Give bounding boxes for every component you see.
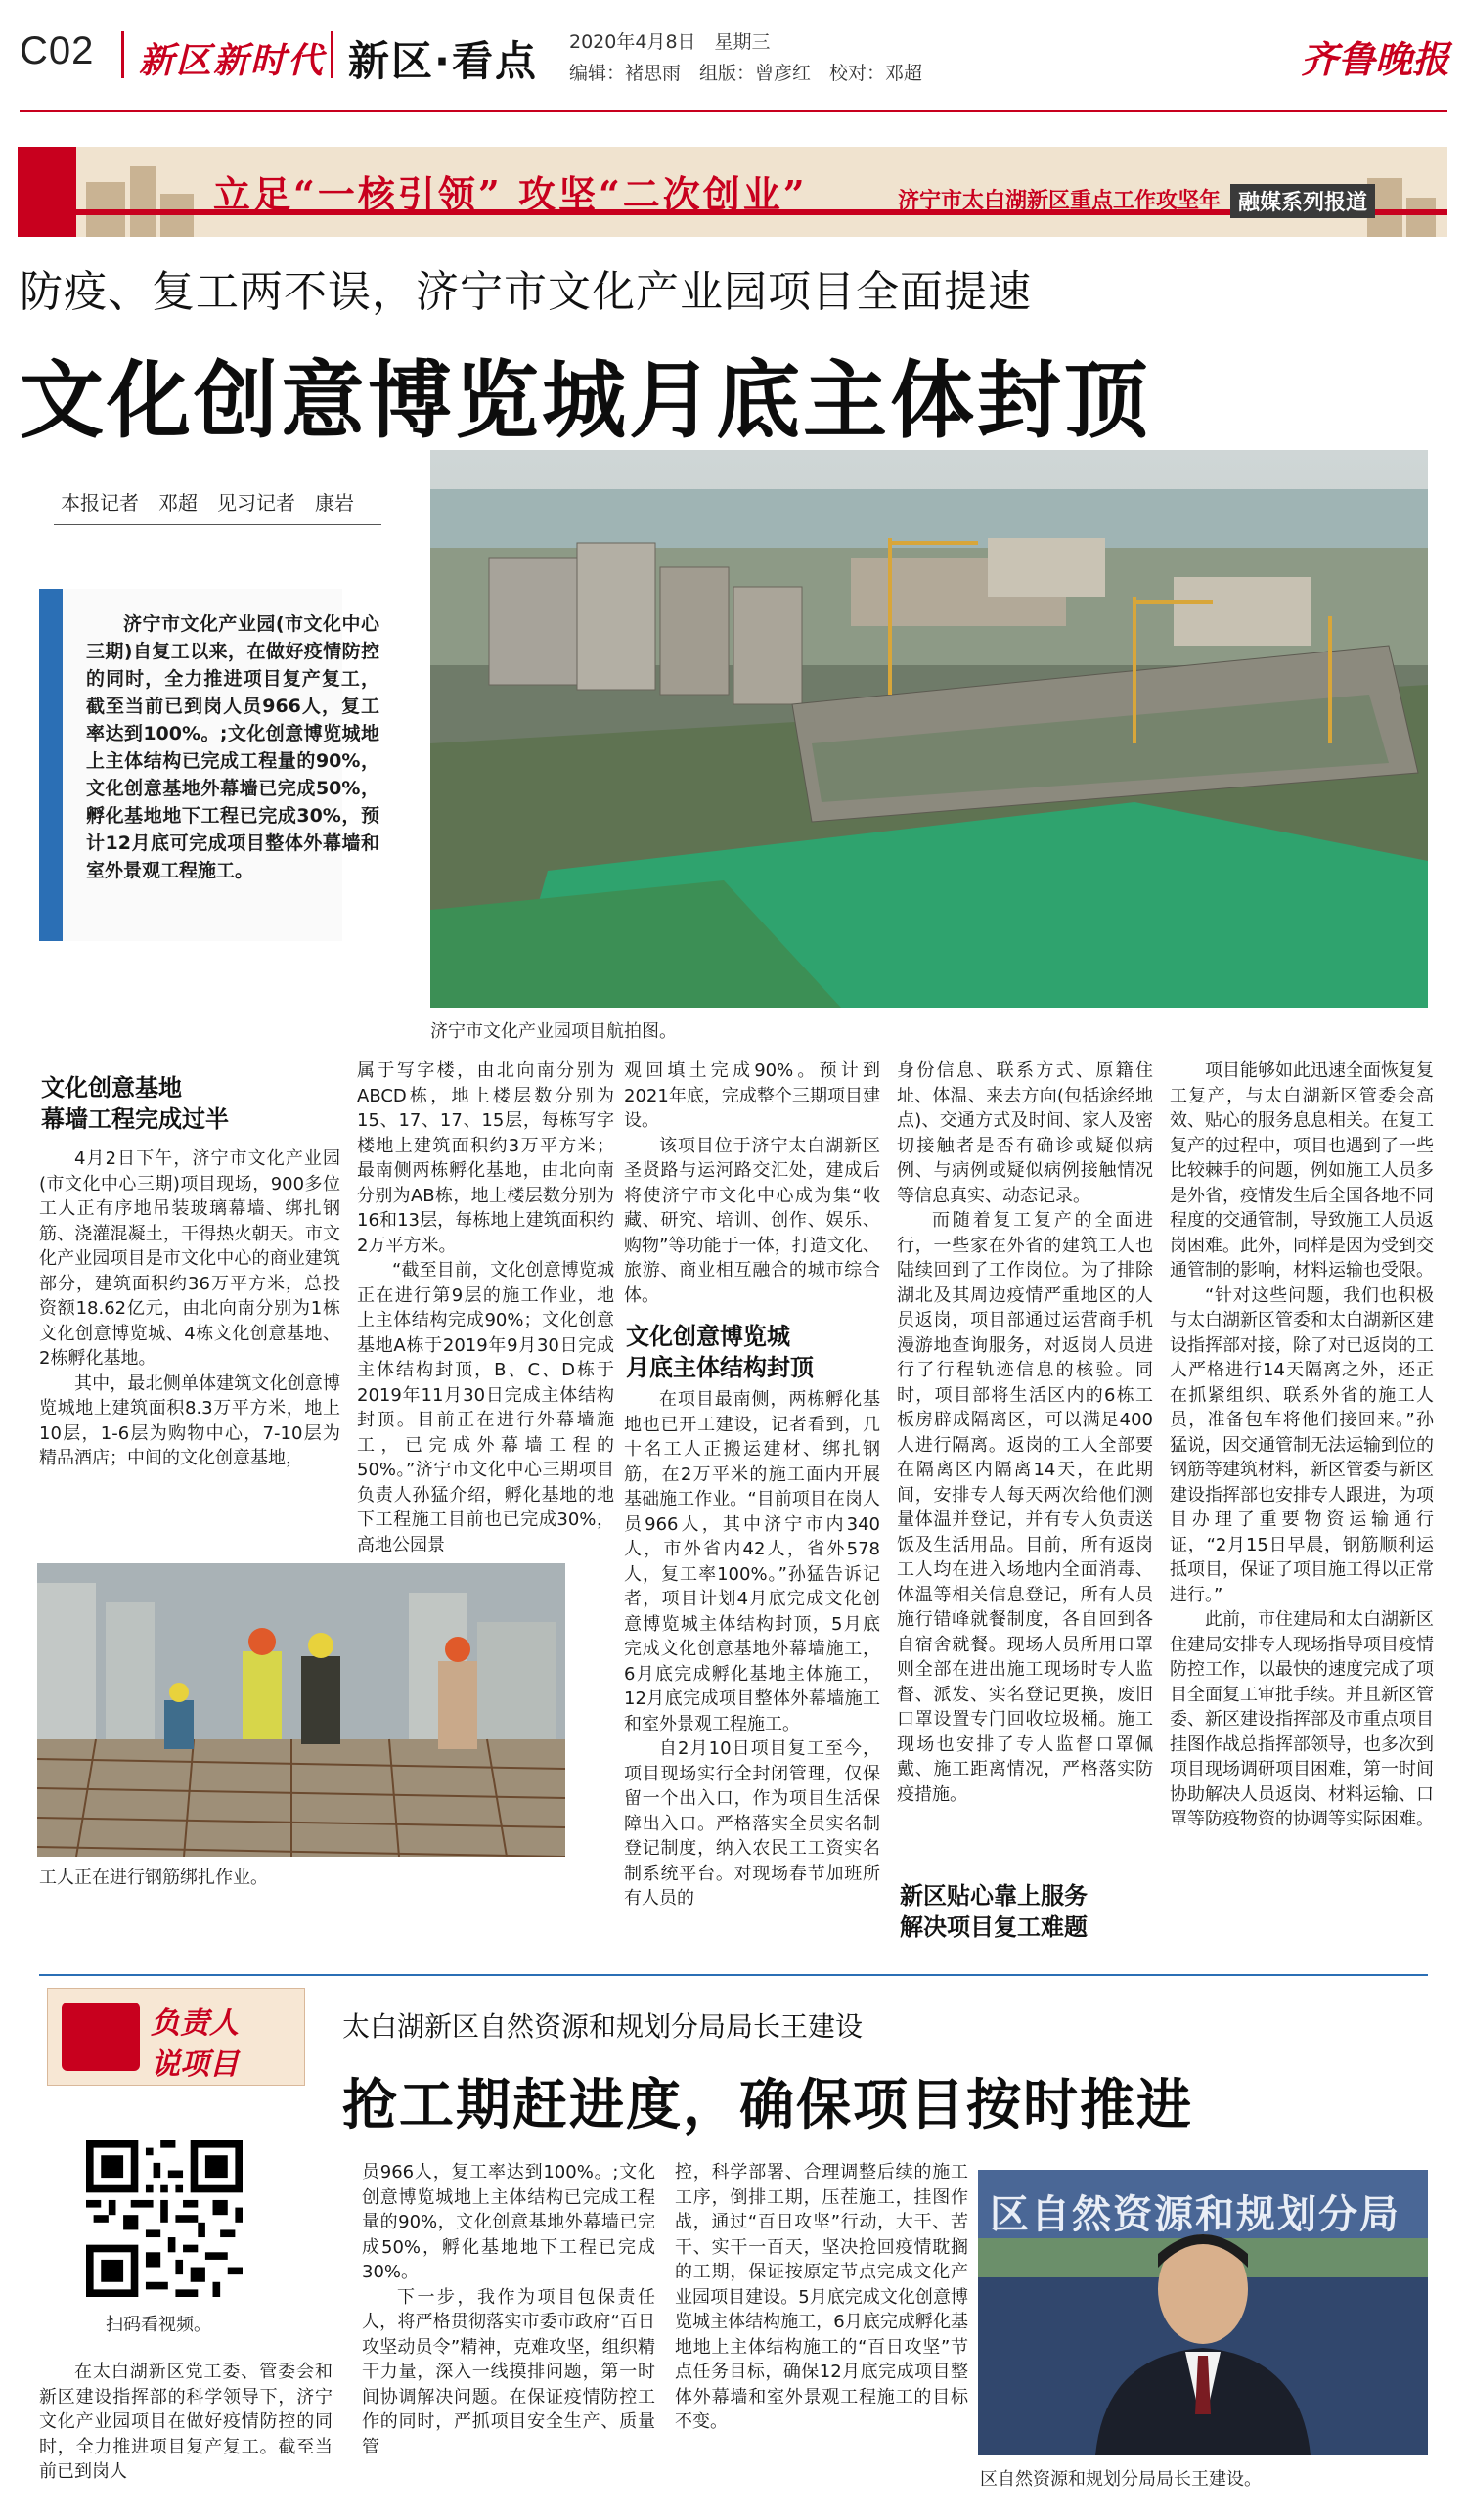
official-portrait-photo [978, 2170, 1428, 2455]
paragraph: 自2月10日项目复工至今，项目现场实行全封闭管理，仅保留一个出入口，作为项目生活保障出入口。严格落实全员实名制登记制度，纳入农民工工资实名制系统平台。对现场春节加班所有人员的 [624, 1738, 880, 1909]
qr-code[interactable] [86, 2140, 243, 2297]
qr-code-icon [86, 2140, 243, 2297]
subheading-3-text: 新区贴心靠上服务 解决项目复工难题 [900, 1882, 1088, 1941]
banner-skyline [160, 194, 194, 237]
banner-slogan: 立足“一核引领” 攻坚“二次创业” [213, 172, 808, 216]
paragraph: 身份信息、联系方式、原籍住址、体温、来去方向(包括途经地点)、交通方式及时间、家人及密切接触者是否有确诊或疑似病例、与病例或疑似病例接触情况等信息真实、动态记录。 [897, 1060, 1153, 1206]
paragraph: 在项目最南侧，两栋孵化基地也已开工建设，记者看到，几十名工人正搬运建材、绑扎钢筋，在2万平米的施工面内开展基础施工作业。“目前项目在岗人员966人，其中济宁市内340人，市外省内42人，省外578人，复工率100%。”孙猛告诉记者，项目计划4月底完成文化创意博览城主体结构封顶，5月底完成文化创意基地外幕墙施工，6月底完成孵化基地主体施工，12月底完成项目整体外幕墙施工和室外景观工程施工。 [624, 1389, 880, 1734]
paragraph: 观回填土完成90%。预计到2021年底，完成整个三期项目建设。 [624, 1060, 880, 1131]
second-article-column-1 [39, 2360, 333, 2485]
second-article-column-2 [362, 2160, 655, 2459]
badge-icon [62, 2002, 140, 2071]
banner-skyline [1406, 198, 1436, 237]
masthead-divider [121, 31, 124, 78]
paragraph: 而随着复工复产的全面进行，一些家在外省的建筑工人也陆续回到了工作岗位。为了排除湖北及其周边疫情严重地区的人员返岗，项目部通过运营商手机漫游地查询服务，对返岗人员进行了行程轨迹信息的核验。同时，项目部将生活区内的6栋工板房辟成隔离区，可以满足400人进行隔离。返岗的工人全部要在隔离区内隔离14天，在此期间，安排专人每天两次给他们测量体温并登记，并有专人负责送饭及生活用品。目前，所有返岗工人均在进入场地内全面消毒、体温等相关信息登记，所有人员施行错峰就餐制度，各自回到各自宿舍就餐。现场人员所用口罩则全部在进出施工现场时专人监督、派发、实名登记更换，废旧口罩设置专门回收垃圾桶。施工现场也安排了专人监督口罩佩戴、施工距离情况，严格落实防疫措施。 [897, 1210, 1153, 1805]
badge-line-1: 负责人 [151, 2006, 239, 2041]
column-5 [1170, 1058, 1434, 1832]
paragraph: 控，科学部署、合理调整后续的施工工序，倒排工期，压茬施工，挂图作战，通过“百日攻坚”行动，大干、苦干、实干一百天，坚决抢回疫情耽搁的工期，保证按原定节点完成文化产业园项目建设。5月底完成文化创意博览城主体结构施工，6月底完成孵化基地地上主体结构施工的“百日攻坚”节点任务目标，确保12月底完成项目整体外幕墙和室外景观工程施工的目标不变。 [675, 2162, 968, 2432]
second-article-column-3 [675, 2160, 968, 2435]
column-4 [897, 1058, 1153, 1807]
column-3-top [624, 1058, 880, 1308]
paragraph: “针对这些问题，我们也积极与太白湖新区管委和太白湖新区建设指挥部对接，除了对已返岗的工人严格进行14天隔离之外，还正在抓紧组织、联系外省的施工人员，准备包车将他们接回来。”孙猛说，因交通管制无法运输到位的钢筋等建筑材料，新区管委与新区建设指挥部也安排专人跟进，为项目办理了重要物资运输通行证，“2月15日早晨，钢筋顺利运抵项目，保证了项目施工得以正常进行。” [1170, 1284, 1434, 1605]
subheading-2 [626, 1321, 882, 1383]
page-number: C02 [20, 29, 95, 72]
paragraph: 其中，最北侧单体建筑文化创意博览城地上建筑面积8.3万平方米，地上10层，1-6层为购物中心，7-10层为精品酒店；中间的文化创意基地， [39, 1372, 340, 1468]
column-3 [624, 1387, 880, 1912]
masthead [0, 0, 1467, 132]
second-article-headline: 抢工期赶进度，确保项目按时推进 [342, 2073, 1193, 2138]
portrait-caption: 区自然资源和规划分局局长王建设。 [980, 2469, 1262, 2490]
byline-rule [54, 524, 381, 525]
column-1 [39, 1147, 340, 1471]
workers-photo [37, 1563, 565, 1857]
column-2 [357, 1058, 614, 1557]
byline: 本报记者 邓超 见习记者 康岩 [61, 491, 354, 515]
banner-red-block [18, 147, 76, 237]
subheading-1 [41, 1072, 334, 1135]
banner-skyline [130, 166, 156, 237]
article-kicker: 防疫、复工两不误，济宁市文化产业园项目全面提速 [20, 267, 1032, 317]
article-headline: 文化创意博览城月底主体封顶 [20, 351, 1151, 450]
summary-accent-bar [39, 589, 63, 941]
qr-caption: 扫码看视频。 [106, 2315, 211, 2335]
banner-subtitle: 济宁市太白湖新区重点工作攻坚年 [898, 189, 1222, 213]
paper-logo: 齐鲁晚报 [1301, 37, 1450, 81]
paragraph: 该项目位于济宁太白湖新区圣贤路与运河路交汇处，建成后将使济宁市文化中心成为集“收藏、研究、培训、创作、娱乐、购物”等功能于一体，打造文化、旅游、商业相互融合的城市综合体。 [624, 1135, 880, 1306]
masthead-divider [331, 31, 333, 78]
paragraph: 在太白湖新区党工委、管委会和新区建设指挥部的科学领导下，济宁文化产业园项目在做好疫情防控的同时，全力推进项目复产复工。截至当前已到岗人 [39, 2362, 333, 2482]
section-title: 新区·看点 [348, 37, 538, 85]
masthead-rule [20, 110, 1447, 112]
section-brand: 新区新时代 [139, 40, 326, 81]
paragraph: 员966人，复工率达到100%。;文化创意博览城地上主体结构已完成工程量的90%，文化创意基地外幕墙已完成50%，孵化基地地下工程已完成30%。 [362, 2162, 655, 2282]
paragraph: 4月2日下午，济宁市文化产业园(市文化中心三期)项目现场，900多位工人正有序地吊装玻璃幕墙、绑扎钢筋、浇灌混凝土，干得热火朝天。市文化产业园项目是市文化中心的商业建筑部分，建筑面积约36万平方米，总投资额18.62亿元，由北向南分别为1栋文化创意博览城、4栋文化创意基地、2栋孵化基地。 [39, 1148, 340, 1369]
banner-series-tag: 融媒系列报道 [1230, 184, 1375, 218]
series-banner [18, 147, 1447, 237]
editors-line: 编辑：褚思雨 组版：曾彦红 校对：邓超 [569, 63, 923, 84]
date-line: 2020年4月8日 星期三 [569, 31, 771, 53]
paragraph: “截至目前，文化创意博览城正在进行第9层的施工作业，地上主体结构完成90%；文化创意基地A栋于2019年9月30日完成主体结构封顶，B、C、D栋于2019年11月30日完成主体结构封顶。目前正在进行外幕墙施工，已完成外幕墙工程的50%。”济宁市文化中心三期项目负责人孙猛介绍，孵化基地的地下工程施工目前也已完成30%，高地公园景 [357, 1260, 614, 1555]
workers-photo-illustration [37, 1563, 565, 1857]
subheading-3 [900, 1880, 1156, 1943]
summary-text: 济宁市文化产业园(市文化中心三期)自复工以来，在做好疫情防控的同时，全力推进项目复产复工，截至当前已到岗人员966人，复工率达到100%。;文化创意博览城地上主体结构已完成工程量的90%，文化创意基地外幕墙已完成50%，孵化基地地下工程已完成30%，预计12月底可完成项目整体外幕墙和室外景观工程施工。 [86, 613, 379, 881]
leader-says-badge [47, 1988, 305, 2086]
portrait-background-sign: 区自然资源和规划分局 [990, 2192, 1400, 2237]
badge-line-2: 说项目 [151, 2048, 239, 2082]
workers-photo-caption: 工人正在进行钢筋绑扎作业。 [39, 1868, 268, 1888]
paragraph: 此前，市住建局和太白湖新区住建局安排专人现场指导项目疫情防控工作，以最快的速度完成了项目全面复工审批手续。并且新区管委、新区建设指挥部及市重点项目挂图作战总指挥部领导，也多次到项目现场调研项目困难，第一时间协助解决人员返岗、材料运输、口罩等防疫物资的协调等实际困难。 [1170, 1609, 1434, 1829]
paragraph: 下一步，我作为项目包保责任人，将严格贯彻落实市委市政府“百日攻坚动员令”精神，克难攻坚，组织精干力量，深入一线摸排问题，第一时间协调解决问题。在保证疫情防控工作的同时，严抓项目安全生产、质量管 [362, 2286, 655, 2457]
aerial-photo-caption: 济宁市文化产业园项目航拍图。 [430, 1021, 677, 1042]
section-divider [39, 1974, 1428, 1976]
aerial-photo [430, 450, 1428, 1008]
paragraph: 项目能够如此迅速全面恢复复工复产，与太白湖新区管委会高效、贴心的服务息息相关。在复工复产的过程中，项目也遇到了一些比较棘手的问题，例如施工人员多是外省，疫情发生后全国各地不同程度的交通管制，导致施工人员返岗困难。此外，同样是因为受到交通管制的影响，材料运输也受限。 [1170, 1060, 1434, 1281]
summary-box [39, 589, 379, 941]
aerial-photo-illustration [430, 450, 1428, 1008]
subheading-1-text: 文化创意基地 幕墙工程完成过半 [41, 1074, 229, 1133]
paragraph: 属于写字楼，由北向南分别为ABCD栋，地上楼层数分别为15、17、17、15层，每栋写字楼地上建筑面积约3万平方米；最南侧两栋孵化基地，由北向南分别为AB栋，地上楼层数分别为16和13层，每栋地上建筑面积约2万平方米。 [357, 1060, 614, 1256]
subheading-2-text: 文化创意博览城 月底主体结构封顶 [626, 1323, 814, 1381]
second-article-kicker: 太白湖新区自然资源和规划分局局长王建设 [342, 2010, 864, 2043]
